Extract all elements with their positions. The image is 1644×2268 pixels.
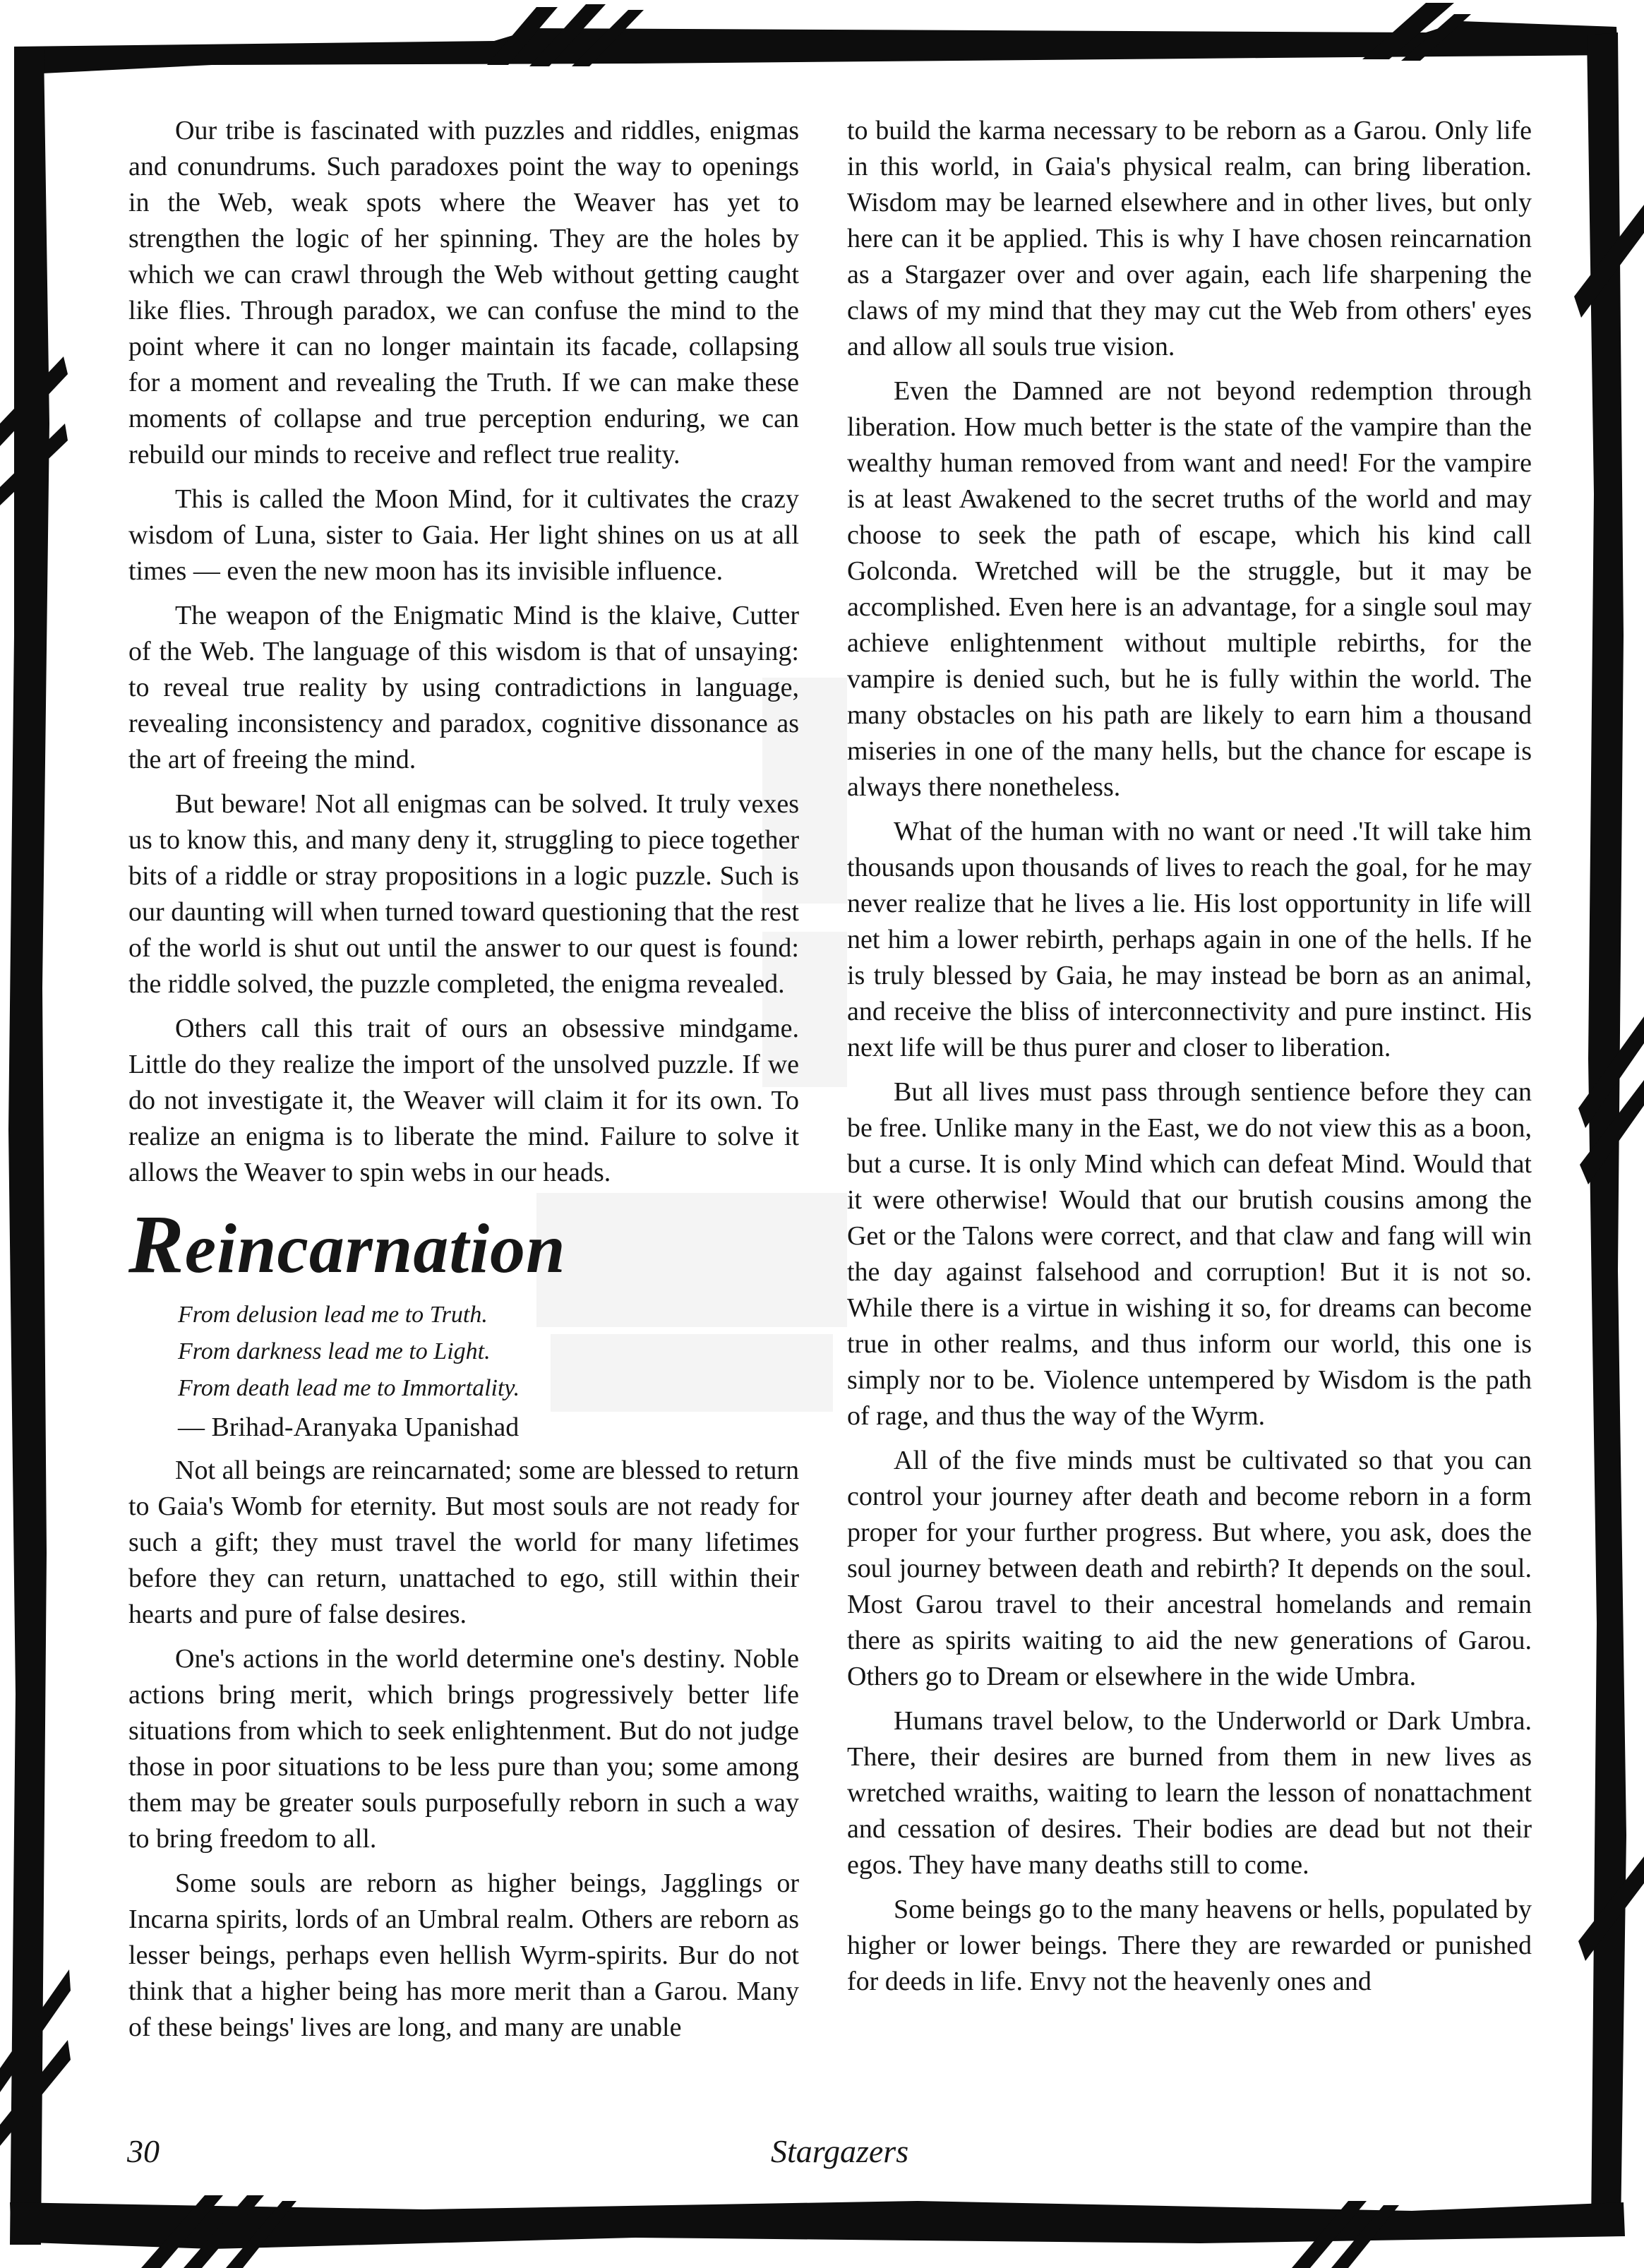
paragraph: Some souls are reborn as higher beings, Jagglings or Incarna spirits, lords of an Umbral realm. Others are reborn as lesser beings, perhaps even hellish Wyrm-spirits. Bur do not think that a higher being has more merit than a Garou. Many of these beings' lives are long, and many are unable — [128, 1868, 799, 2042]
paragraph: to build the karma necessary to be reborn as a Garou. Only life in this world, in Gaia's physical realm, can bring liberation. Wisdom may be learned elsewhere and in other lives, but only here can it be applied. This is why I have chosen reincarnation as a Stargazer over and over again, each life sharpening the claws of my mind that they may cut the Web from others' eyes and allow all souls true vision. — [847, 116, 1532, 361]
left-column — [128, 113, 799, 2054]
right-column — [847, 113, 1532, 2008]
frame-left-bar — [8, 47, 49, 2245]
epigraph-line: From darkness lead me to Light. — [178, 1338, 491, 1364]
heading-text: eincarnation — [184, 1209, 566, 1288]
paragraph: The weapon of the Enigmatic Mind is the klaive, Cutter of the Web. The language of this wisdom is that of unsaying: to reveal true reality by using contradictions in language, revealing inconsistency and paradox, cognitive dissonance as the art of freeing the mind. — [128, 601, 799, 774]
paragraph: Humans travel below, to the Underworld or Dark Umbra. There, their desires are burned from them in new lives as wretched wraiths, waiting to learn the lesson of nonattachment and cessation of desires. Their bodies are dead but not their egos. They have many deaths still to come. — [847, 1706, 1532, 1880]
page-number: 30 — [127, 2133, 160, 2169]
section-heading-reincarnation — [128, 1198, 799, 1291]
epigraph-attribution: — Brihad-Aranyaka Upanishad — [178, 1412, 520, 1442]
paragraph: Not all beings are reincarnated; some are blessed to return to Gaia's Womb for eternity. But most souls are not ready for such a gift; they must travel the world for many lifetimes before they can return, unattached to ego, still within their hearts and pure of false desires. — [128, 1456, 799, 1629]
epigraph-line: From death lead me to Immortality. — [178, 1375, 520, 1401]
paragraph: This is called the Moon Mind, for it cultivates the crazy wisdom of Luna, sister to Gaia. Her light shines on us at all times — even the new moon has its invisible influence. — [128, 484, 799, 586]
paragraph: Our tribe is fascinated with puzzles and riddles, enigmas and conundrums. Such paradoxes point the way to openings in the Web, weak spots where the Weaver has yet to strengthen the logic of her spinning. They are the holes by which we can crawl through the Web without getting caught like flies. Through paradox, we can confuse the mind to the point where it can no longer maintain its facade, collapsing for a moment and revealing the Truth. If we can make these moments of collapse and true perception enduring, we can rebuild our minds to receive and reflect true reality. — [128, 116, 799, 469]
book-title: Stargazers — [771, 2133, 909, 2169]
heading-initial: R — [128, 1198, 185, 1290]
paragraph: But beware! Not all enigmas can be solved. It truly vexes us to know this, and many deny it, struggling to piece together bits of a riddle or stray propositions in a logic puzzle. Such is our daunting will when turned toward questioning that the rest of the world is shut out until the answer to our quest is found: the riddle solved, the puzzle completed, the enigma revealed. — [128, 789, 799, 999]
paragraph: What of the human with no want or need .'It will take him thousands upon thousands of lives to reach the goal, for he may never realize that he lives a lie. His lost opportunity in life will net him a lower rebirth, perhaps again in one of the hells. If he is truly blessed by Gaia, he may instead be born as an animal, and receive the bliss of interconnectivity and pure instinct. His next life will be thus purer and closer to liberation. — [847, 817, 1532, 1062]
paragraph: Even the Damned are not beyond redemption through liberation. How much better is the state of the vampire than the wealthy human removed from want and need! For the vampire is at least Awakened to the secret truths of the world and may choose to seek the path of escape, which his kind call Golconda. Wretched will be the struggle, but it may be accomplished. Even here is an advantage, for a single soul may achieve enlightenment without multiple rebirths, for the vampire is denied such, but he is fully within the world. The many obstacles on his path are likely to earn him a thousand miseries in one of the many hells, but the chance for escape is always there nonetheless. — [847, 376, 1532, 802]
paragraph: All of the five minds must be cultivated so that you can control your journey after death and become reborn in a form proper for your further progress. But where, you ask, does the soul journey between death and rebirth? It depends on the soul. Most Garou travel to their ancestral homelands and remain there as spirits waiting to aid the new generations of Garou. Others go to Dream or elsewhere in the wide Umbra. — [847, 1446, 1532, 1691]
paragraph: Some beings go to the many heavens or hells, populated by higher or lower beings. There they are rewarded or punished for deeds in life. Envy not the heavenly ones and — [847, 1895, 1532, 1996]
paragraph: But all lives must pass through sentience before they can be free. Unlike many in the East, we do not view this as a boon, but a curse. It is only Mind which can defeat Mind. Would that it were otherwise! Would that our brutish cousins among the Get or the Talons were correct, and that claw and fang will win the day against falsehood and corruption! But it is not so. While there is a virtue in wishing it so, for dreams can become true in other realms, and thus inform our world, this one is simply nor to be. Violence untempered by Wisdom is the path of rage, and thus the way of the Wyrm. — [847, 1077, 1532, 1431]
epigraph-line: From delusion lead me to Truth. — [178, 1302, 488, 1328]
paragraph: Others call this trait of ours an obsessive mindgame. Little do they realize the import of the unsolved puzzle. If we do not investigate it, the Weaver will claim it for its own. To realize an enigma is to liberate the mind. Failure to solve it allows the Weaver to spin webs in our heads. — [128, 1014, 799, 1187]
epigraph — [178, 1297, 799, 1407]
paragraph: One's actions in the world determine one's destiny. Noble actions bring merit, which brings progressively better life situations from which to seek enlightenment. But do not judge those in poor situations to be less pure than you; some among them may be greater souls purposefully reborn in such a way to bring freedom to all. — [128, 1644, 799, 1854]
